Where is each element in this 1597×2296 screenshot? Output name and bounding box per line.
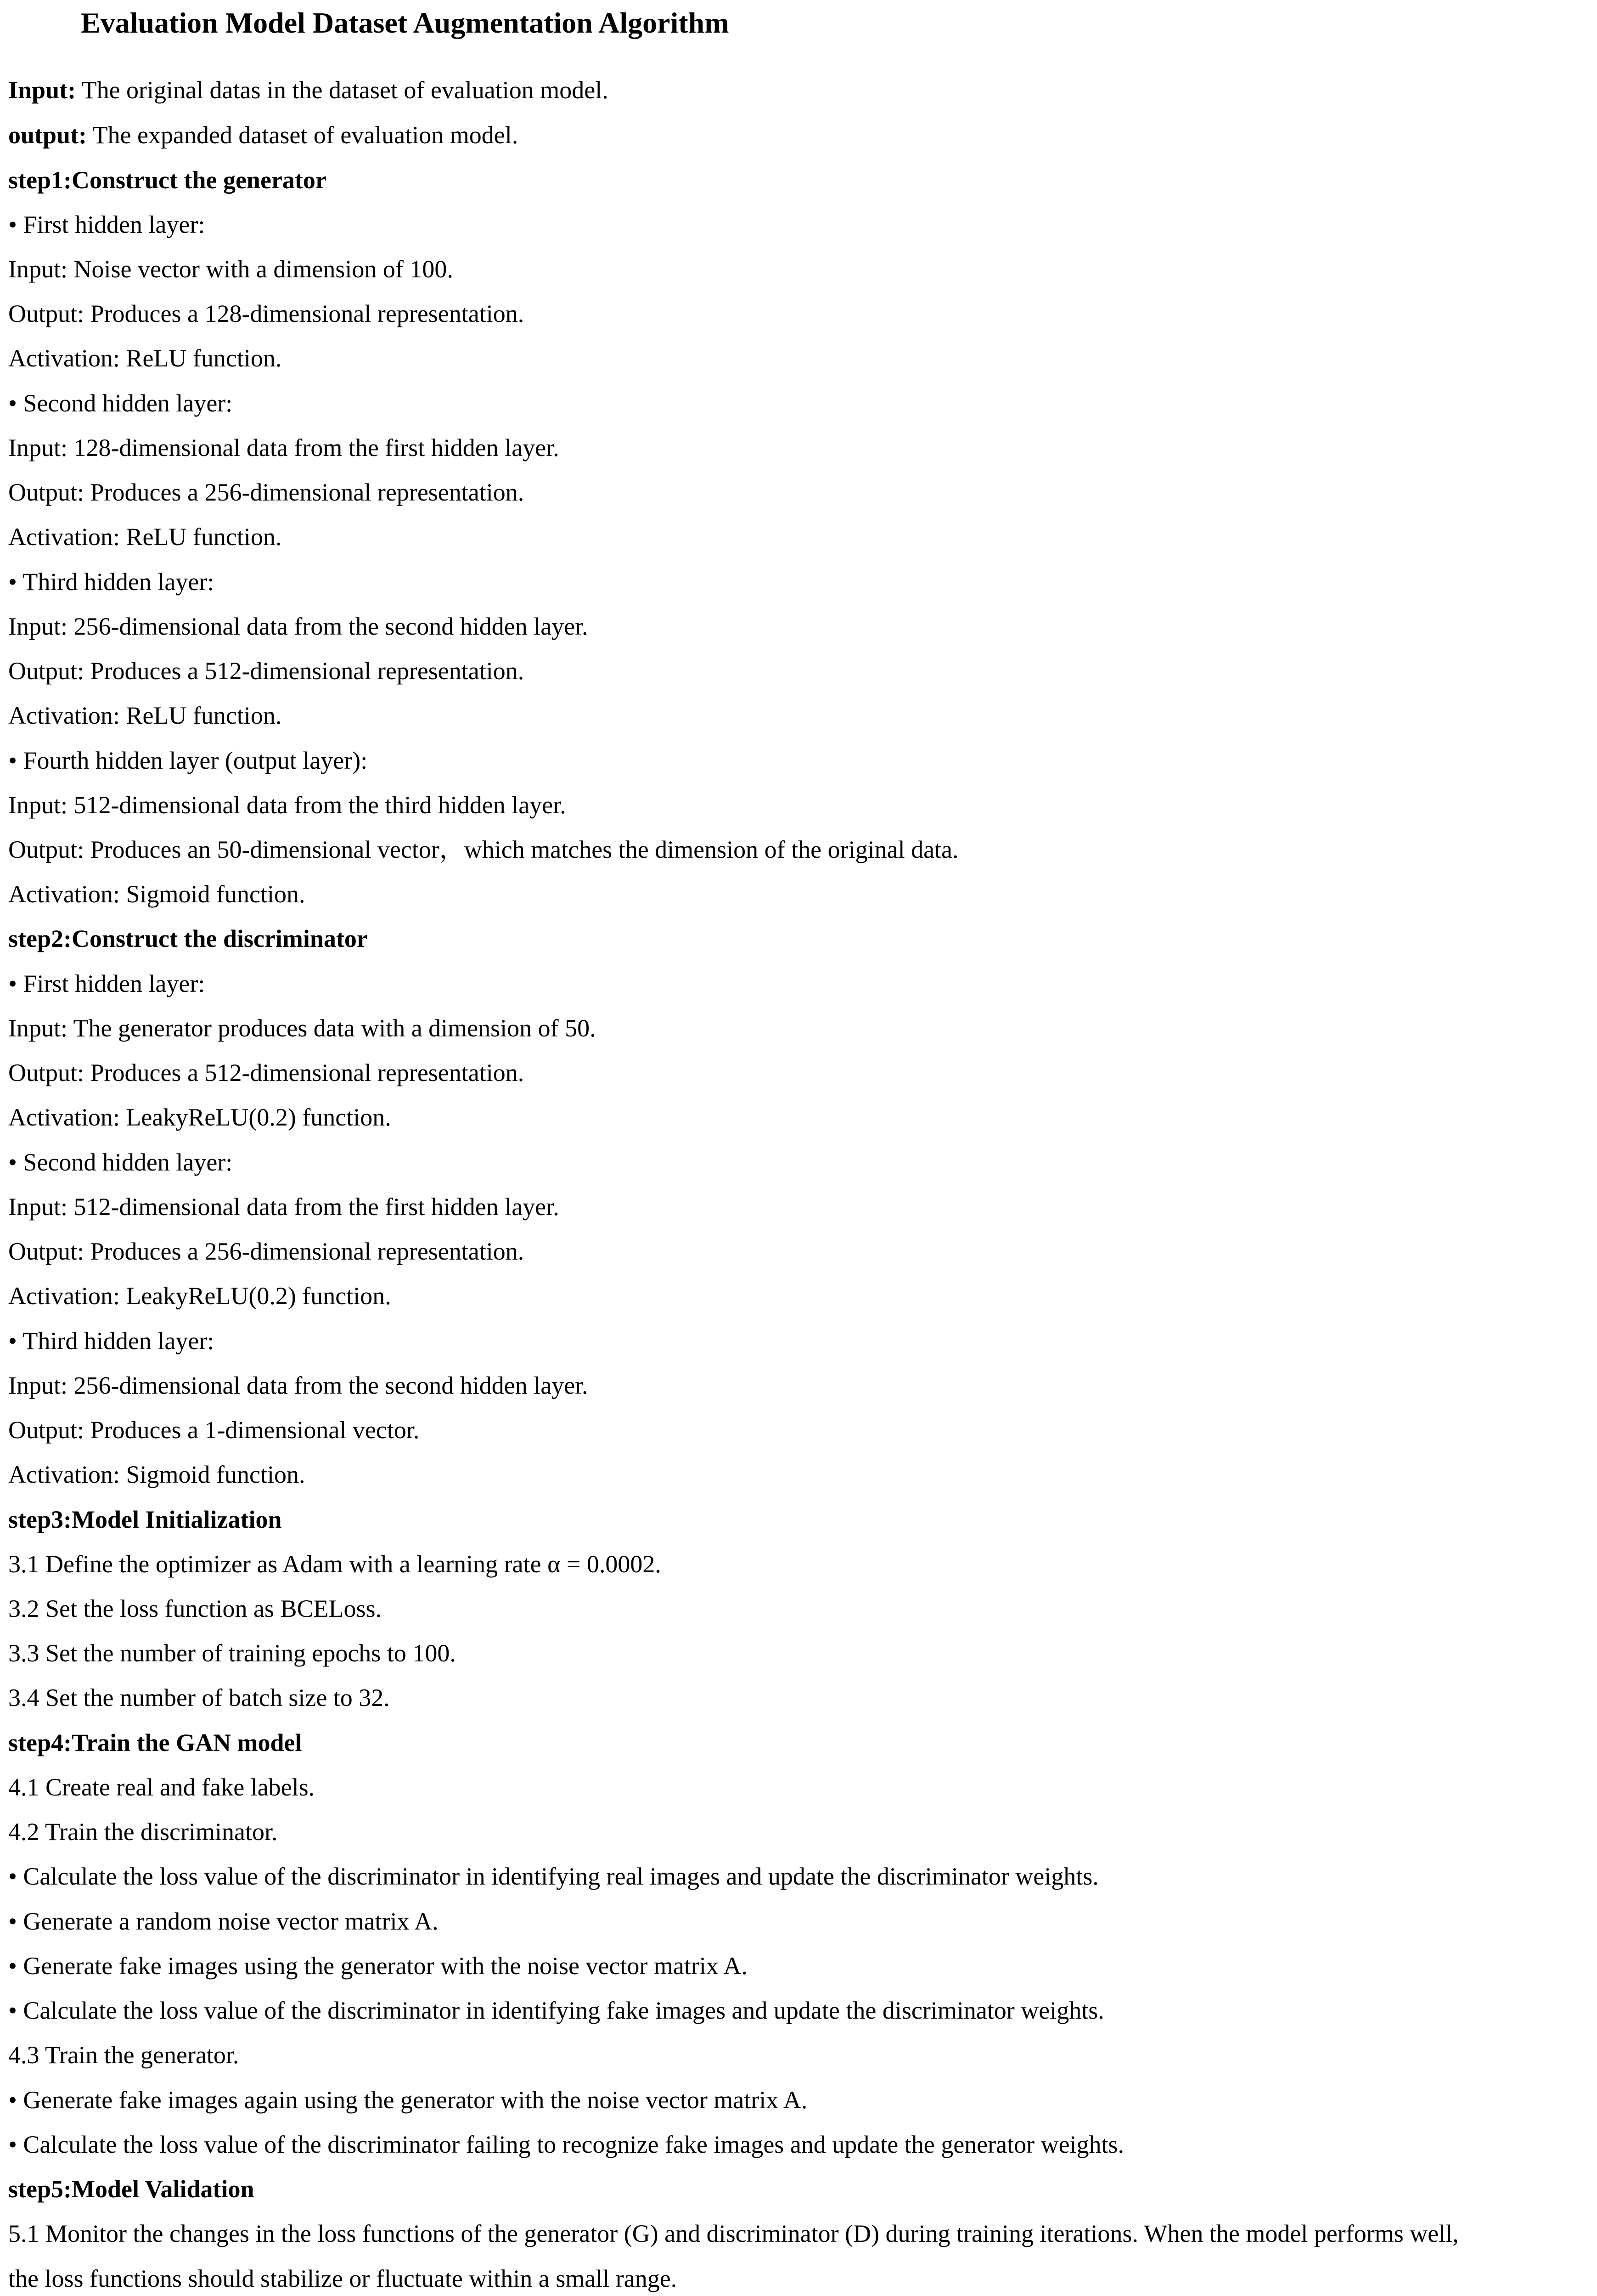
body-line: Input: Noise vector with a dimension of 100. [8, 255, 453, 283]
body-line: Activation: LeakyReLU(0.2) function. [8, 1103, 391, 1131]
body-line: Input: 256-dimensional data from the second hidden layer. [8, 613, 588, 640]
body-line: • Generate fake images again using the generator with the noise vector matrix A. [8, 2086, 808, 2114]
body-line: 3.3 Set the number of training epochs to 100. [8, 1639, 456, 1667]
step-heading: step2:Construct the discriminator [8, 925, 368, 952]
body-line: 4.1 Create real and fake labels. [8, 1773, 315, 1801]
body-line: • Second hidden layer: [8, 389, 233, 417]
body-line: 4.2 Train the discriminator. [8, 1818, 278, 1846]
body-line: Activation: ReLU function. [8, 702, 282, 729]
step-heading: step1:Construct the generator [8, 166, 326, 194]
step-heading: step4:Train the GAN model [8, 1729, 302, 1756]
io-text: The original datas in the dataset of evaluation model. [76, 76, 608, 104]
io-label: Input: [8, 76, 76, 104]
body-line: Output: Produces a 256-dimensional representation. [8, 1238, 524, 1265]
step-heading: step5:Model Validation [8, 2175, 254, 2203]
body-line: Activation: Sigmoid function. [8, 1461, 305, 1488]
body-line: Input: 512-dimensional data from the third hidden layer. [8, 791, 566, 819]
body-line: Activation: Sigmoid function. [8, 880, 305, 908]
io-line [8, 72, 608, 108]
body-line: • Generate a random noise vector matrix A. [8, 1908, 439, 1935]
body-line: the loss functions should stabilize or fluctuate within a small range. [8, 2265, 677, 2292]
body-line: Activation: ReLU function. [8, 523, 282, 551]
step-heading: step3:Model Initialization [8, 1506, 282, 1533]
body-line: 4.3 Train the generator. [8, 2041, 239, 2069]
body-line: • Third hidden layer: [8, 568, 214, 596]
body-line: Output: Produces an 50-dimensional vector，which matches the dimension of the original data. [8, 836, 959, 863]
body-line: • First hidden layer: [8, 211, 205, 238]
io-label: output: [8, 121, 87, 149]
body-line: Output: Produces a 256-dimensional representation. [8, 478, 524, 506]
body-line: • Fourth hidden layer (output layer): [8, 747, 368, 774]
body-line: Input: The generator produces data with a dimension of 50. [8, 1014, 596, 1042]
io-text: The expanded dataset of evaluation model. [87, 121, 518, 149]
body-line: • Calculate the loss value of the discriminator in identifying fake images and update the discriminator weights. [8, 1997, 1104, 2024]
body-line: Output: Produces a 1-dimensional vector. [8, 1416, 420, 1444]
body-line: • Third hidden layer: [8, 1327, 214, 1355]
body-line: Input: 128-dimensional data from the first hidden layer. [8, 434, 559, 461]
body-line: • First hidden layer: [8, 970, 205, 997]
body-line: • Second hidden layer: [8, 1148, 233, 1176]
body-line: Activation: LeakyReLU(0.2) function. [8, 1282, 391, 1310]
body-line: Input: 512-dimensional data from the first hidden layer. [8, 1193, 559, 1221]
body-line: 3.1 Define the optimizer as Adam with a learning rate α = 0.0002. [8, 1550, 661, 1578]
body-line: 3.4 Set the number of batch size to 32. [8, 1684, 390, 1711]
body-line: 3.2 Set the loss function as BCELoss. [8, 1595, 382, 1622]
body-line: Output: Produces a 128-dimensional representation. [8, 300, 524, 327]
body-line: Input: 256-dimensional data from the second hidden layer. [8, 1372, 588, 1399]
body-line: • Calculate the loss value of the discriminator in identifying real images and update the discriminator weights. [8, 1863, 1099, 1890]
body-line: • Calculate the loss value of the discriminator failing to recognize fake images and update the generator weights. [8, 2131, 1125, 2158]
body-line: Activation: ReLU function. [8, 344, 282, 372]
body-line: Output: Produces a 512-dimensional representation. [8, 1059, 524, 1086]
document-title: Evaluation Model Dataset Augmentation Algorithm [81, 6, 729, 39]
body-line: 5.1 Monitor the changes in the loss functions of the generator (G) and discriminator (D) during training iterations. When the model performs well, [8, 2220, 1459, 2247]
io-line [8, 117, 518, 153]
body-line: • Generate fake images using the generator with the noise vector matrix A. [8, 1952, 748, 1980]
body-line: Output: Produces a 512-dimensional representation. [8, 657, 524, 685]
